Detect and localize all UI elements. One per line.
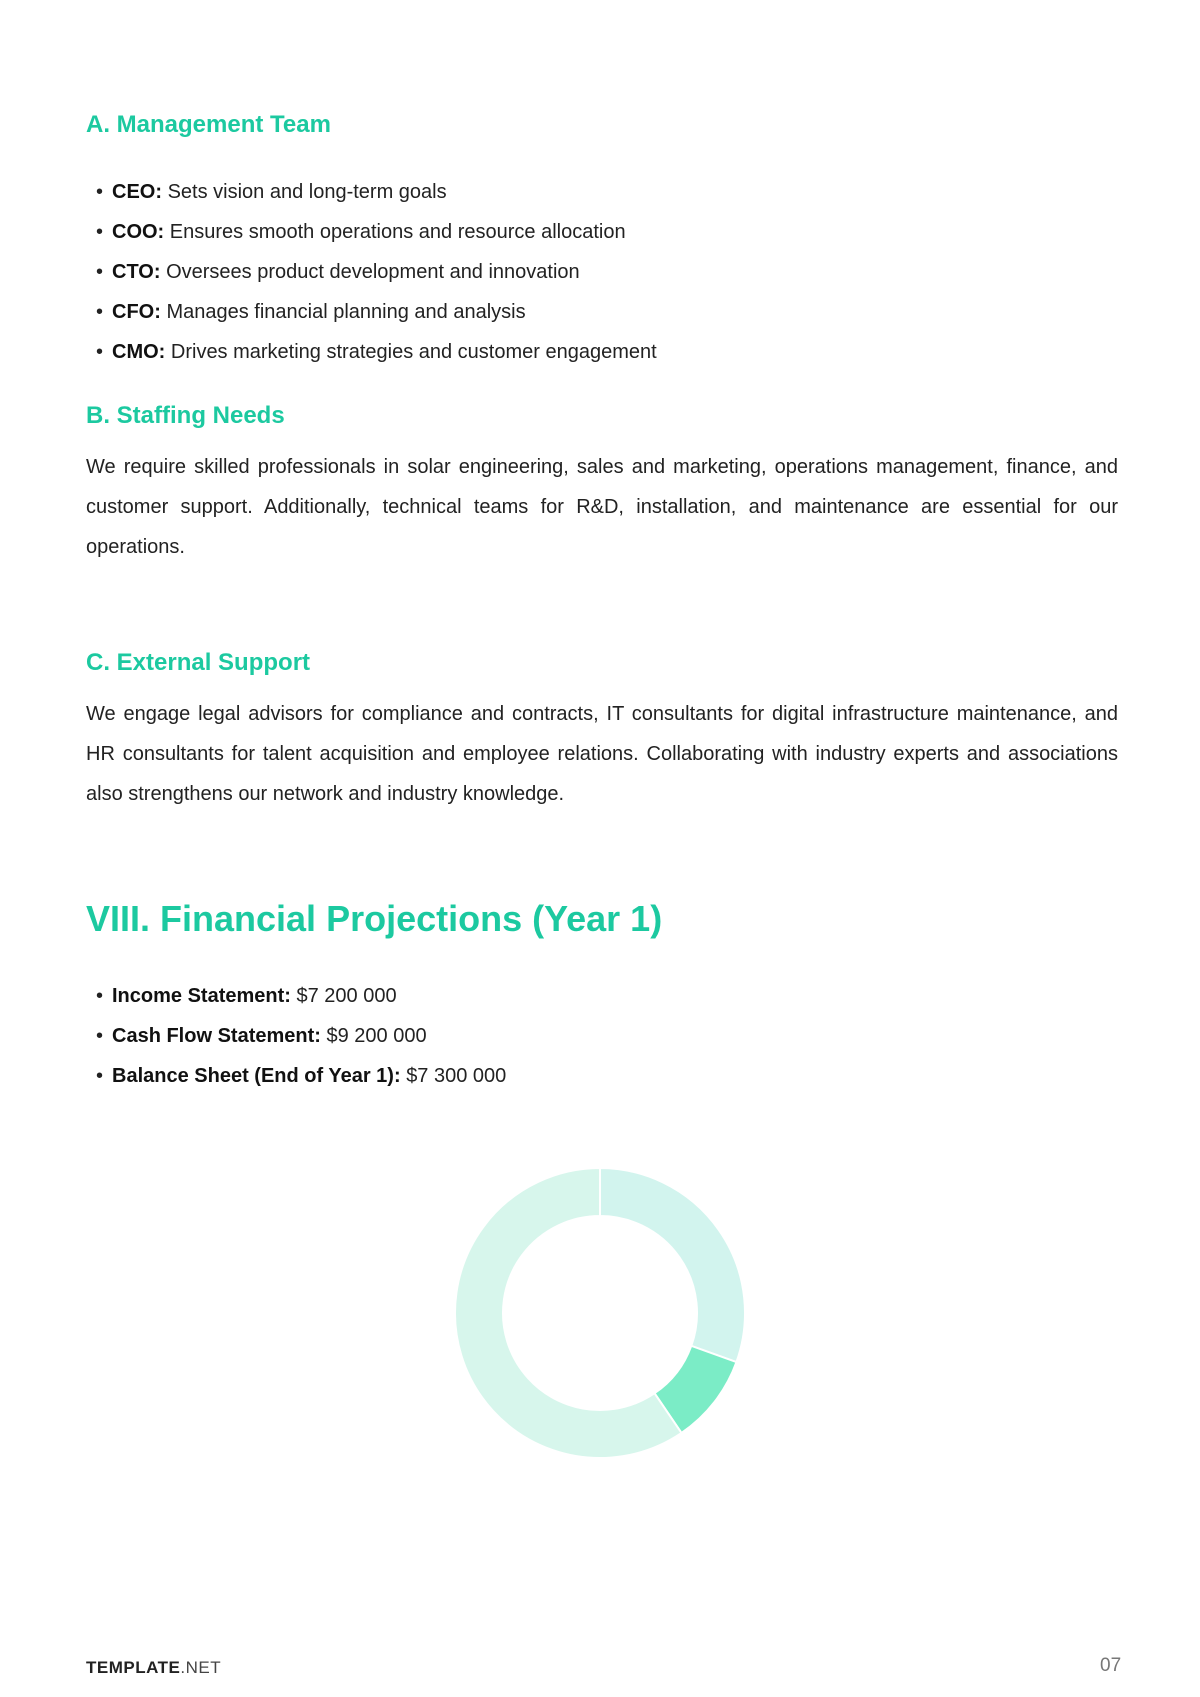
item-value: $7 200 000 — [296, 985, 397, 1007]
list-item: • CMO: Drives marketing strategies and customer engagement — [96, 341, 657, 363]
external-support-heading: C. External Support — [86, 649, 311, 676]
item-text: Manages financial planning and analysis — [166, 301, 526, 323]
item-label: COO: — [112, 221, 165, 243]
list-item: • CTO: Oversees product development and innovation — [96, 261, 580, 283]
external-support-paragraph: We engage legal advisors for compliance and contracts, IT consultants for digital infrastructure maintenance, and HR consultants for talent acquisition and employee relations. Collaborating with industry experts and associations also strengthens our network and industry knowledge. — [86, 703, 1118, 805]
item-text: Oversees product development and innovation — [166, 261, 580, 283]
item-label: Balance Sheet (End of Year 1): — [112, 1065, 401, 1087]
list-item: • Cash Flow Statement: $9 200 000 — [96, 1025, 427, 1047]
donut-slice-1 — [600, 1168, 745, 1362]
item-label: CTO: — [112, 261, 161, 283]
list-item: • COO: Ensures smooth operations and resource allocation — [96, 221, 626, 243]
page-number: 07 — [1100, 1655, 1122, 1676]
item-label: CEO: — [112, 181, 162, 203]
staffing-needs-heading: B. Staffing Needs — [86, 402, 285, 429]
financial-projections-list — [96, 976, 506, 1096]
brand-light-text: .NET — [180, 1658, 222, 1677]
financial-donut-chart — [455, 1168, 745, 1458]
brand-bold-text: TEMPLATE — [86, 1658, 181, 1677]
management-team-heading: A. Management Team — [86, 111, 331, 138]
item-label: CFO: — [112, 301, 161, 323]
list-item: • Balance Sheet (End of Year 1): $7 300 000 — [96, 1065, 507, 1087]
item-label: CMO: — [112, 341, 166, 363]
item-text: Drives marketing strategies and customer engagement — [170, 341, 657, 363]
item-text: Ensures smooth operations and resource allocation — [169, 221, 626, 243]
list-item: • CFO: Manages financial planning and analysis — [96, 301, 526, 323]
financial-projections-heading: VIII. Financial Projections (Year 1) — [86, 898, 663, 939]
item-value: $9 200 000 — [326, 1025, 427, 1047]
item-value: $7 300 000 — [406, 1065, 507, 1087]
list-item: • Income Statement: $7 200 000 — [96, 985, 397, 1007]
footer-brand-logo — [86, 1658, 221, 1678]
item-text: Sets vision and long-term goals — [167, 181, 447, 203]
item-label: Cash Flow Statement: — [112, 1025, 321, 1047]
staffing-needs-paragraph: We require skilled professionals in solar engineering, sales and marketing, operations management, finance, and customer support. Additionally, technical teams for R&D, installation, and maintenance are essential for our operations. — [86, 456, 1118, 558]
management-team-list — [96, 172, 657, 372]
item-label: Income Statement: — [112, 985, 291, 1007]
list-item: • CEO: Sets vision and long-term goals — [96, 181, 447, 203]
